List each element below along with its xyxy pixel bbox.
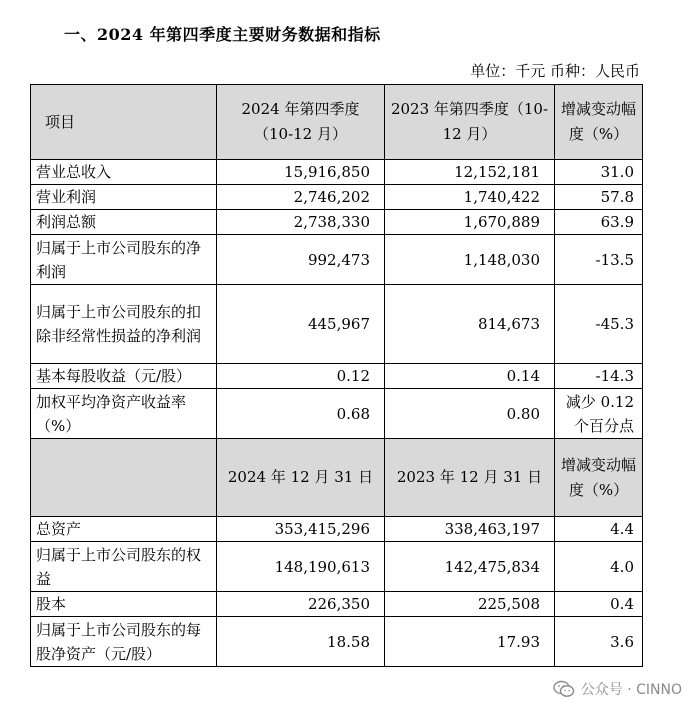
table-header-row — [31, 85, 643, 160]
table-row — [31, 364, 643, 389]
row-item: 基本每股收益（元/股） — [31, 364, 217, 389]
header-2023-q4: 2023 年第四季度（10-12 月） — [385, 85, 555, 160]
value-2024: 2,746,202 — [217, 185, 385, 210]
table-row — [31, 235, 643, 285]
row-item: 总资产 — [31, 517, 217, 542]
row-item: 归属于上市公司股东的每股净资产（元/股） — [31, 617, 217, 667]
row-item: 加权平均净资产收益率（%） — [31, 389, 217, 439]
row-item: 股本 — [31, 592, 217, 617]
value-2023: 338,463,197 — [385, 517, 555, 542]
watermark — [553, 679, 682, 699]
value-2023: 0.14 — [385, 364, 555, 389]
row-item: 营业总收入 — [31, 160, 217, 185]
wechat-icon — [553, 680, 575, 698]
watermark-text: 公众号 · CINNO — [580, 682, 682, 698]
value-2023: 0.80 — [385, 389, 555, 439]
value-change: -14.3 — [555, 364, 643, 389]
value-2023: 12,152,181 — [385, 160, 555, 185]
value-2023: 1,740,422 — [385, 185, 555, 210]
financial-data-table — [30, 84, 643, 667]
header-2024-q4: 2024 年第四季度（10-12 月） — [217, 85, 385, 160]
value-2024: 18.58 — [217, 617, 385, 667]
page-title: 一、2024 年第四季度主要财务数据和指标 — [64, 25, 381, 44]
row-item: 归属于上市公司股东的净利润 — [31, 235, 217, 285]
value-change: 3.6 — [555, 617, 643, 667]
table-row — [31, 185, 643, 210]
value-2024: 0.68 — [217, 389, 385, 439]
value-2023: 1,148,030 — [385, 235, 555, 285]
table-row — [31, 542, 643, 592]
value-change: 63.9 — [555, 210, 643, 235]
row-item: 营业利润 — [31, 185, 217, 210]
value-2023: 814,673 — [385, 285, 555, 364]
unit-currency-note: 单位：千元 币种：人民币 — [470, 62, 640, 80]
value-change: 4.4 — [555, 517, 643, 542]
table-row — [31, 210, 643, 235]
row-item: 利润总额 — [31, 210, 217, 235]
value-change: 4.0 — [555, 542, 643, 592]
value-2024: 992,473 — [217, 235, 385, 285]
row-item: 归属于上市公司股东的扣除非经常性损益的净利润 — [31, 285, 217, 364]
value-2024: 15,916,850 — [217, 160, 385, 185]
table-row — [31, 592, 643, 617]
table-row — [31, 517, 643, 542]
value-change: 31.0 — [555, 160, 643, 185]
value-2023: 1,670,889 — [385, 210, 555, 235]
header-change: 增减变动幅度（%） — [555, 85, 643, 160]
header-2023-dec-31: 2023 年 12 月 31 日 — [385, 439, 555, 517]
header-change-2: 增减变动幅度（%） — [555, 439, 643, 517]
table-row — [31, 285, 643, 364]
value-change: -45.3 — [555, 285, 643, 364]
header-2024-dec-31: 2024 年 12 月 31 日 — [217, 439, 385, 517]
header-item-empty — [31, 439, 217, 517]
value-2024: 226,350 — [217, 592, 385, 617]
value-change: 57.8 — [555, 185, 643, 210]
header-item: 项目 — [31, 85, 217, 160]
table-row — [31, 160, 643, 185]
value-change: 减少 0.12 个百分点 — [555, 389, 643, 439]
value-2024: 148,190,613 — [217, 542, 385, 592]
value-2023: 225,508 — [385, 592, 555, 617]
table-row — [31, 617, 643, 667]
row-item: 归属于上市公司股东的权益 — [31, 542, 217, 592]
value-2024: 0.12 — [217, 364, 385, 389]
value-2024: 353,415,296 — [217, 517, 385, 542]
value-2024: 2,738,330 — [217, 210, 385, 235]
table-header-row-2 — [31, 439, 643, 517]
value-2023: 17.93 — [385, 617, 555, 667]
value-change: 0.4 — [555, 592, 643, 617]
value-2023: 142,475,834 — [385, 542, 555, 592]
value-change: -13.5 — [555, 235, 643, 285]
table-row — [31, 389, 643, 439]
value-2024: 445,967 — [217, 285, 385, 364]
